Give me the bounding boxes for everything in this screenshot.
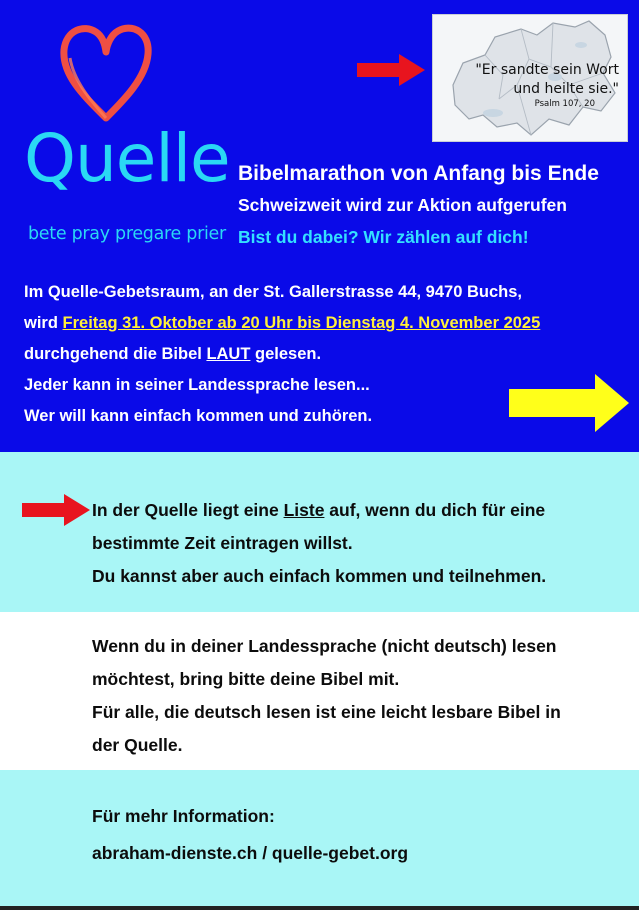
listen-note: Wer will kann einfach kommen und zuhören. (24, 407, 373, 425)
signup-line: Du kannst aber auch einfach kommen und teilnehmen. (92, 566, 547, 586)
reading-prefix: durchgehend die Bibel (24, 345, 207, 363)
verse-line: und heilte sie." (513, 81, 619, 97)
red-arrow-icon (357, 54, 425, 86)
reading-suffix: gelesen. (250, 345, 322, 363)
date-prefix: wird (24, 314, 63, 332)
language-line: möchtest, bring bitte deine Bibel mit. (92, 669, 400, 689)
event-date-line (24, 308, 540, 339)
red-arrow-icon (22, 494, 90, 526)
brand-logo-text: Quelle (24, 120, 230, 197)
event-location: Im Quelle-Gebetsraum, an der St. Gallerstrasse 44, 9470 Buchs, (24, 283, 522, 301)
signup-prefix: In der Quelle liegt eine (92, 500, 284, 520)
heart-icon (56, 18, 156, 128)
info-paragraph (92, 798, 408, 872)
signup-paragraph (92, 494, 546, 593)
signup-line: bestimmte Zeit eintragen willst. (92, 533, 353, 553)
campaign-subline: Schweizweit wird zur Aktion aufgerufen (238, 195, 567, 215)
campaign-headline: Bibelmarathon von Anfang bis Ende (238, 162, 599, 185)
language-line: Für alle, die deutsch lesen ist eine leicht lesbare Bibel in (92, 702, 561, 722)
verse-reference: Psalm 107, 20 (534, 99, 595, 109)
verse-card (432, 14, 628, 142)
signup-line (92, 494, 546, 527)
event-details (24, 277, 540, 432)
signup-list-word: Liste (283, 500, 325, 520)
bottom-divider (0, 906, 639, 910)
yellow-arrow-icon (509, 374, 629, 432)
laut-emphasis: LAUT (206, 345, 251, 363)
language-line: Wenn du in deiner Landessprache (nicht deutsch) lesen (92, 636, 557, 656)
signup-suffix: auf, wenn du dich für eine (324, 500, 546, 520)
campaign-heading (238, 160, 599, 250)
campaign-call: Bist du dabei? Wir zählen auf dich! (238, 227, 529, 247)
language-paragraph (92, 630, 561, 762)
header-panel (0, 0, 639, 452)
brand-tagline: bete pray pregare prier (28, 224, 226, 244)
language-line: der Quelle. (92, 735, 183, 755)
info-label: Für mehr Information: (92, 806, 275, 826)
language-note: Jeder kann in seiner Landessprache lesen... (24, 376, 370, 394)
event-date-range: Freitag 31. Oktober ab 20 Uhr bis Dienstag 4. November 2025 (62, 314, 541, 332)
verse-line: "Er sandte sein Wort (475, 62, 619, 78)
bible-verse (433, 61, 627, 110)
info-links: abraham-dienste.ch / quelle-gebet.org (92, 843, 409, 863)
reading-line (24, 339, 540, 370)
